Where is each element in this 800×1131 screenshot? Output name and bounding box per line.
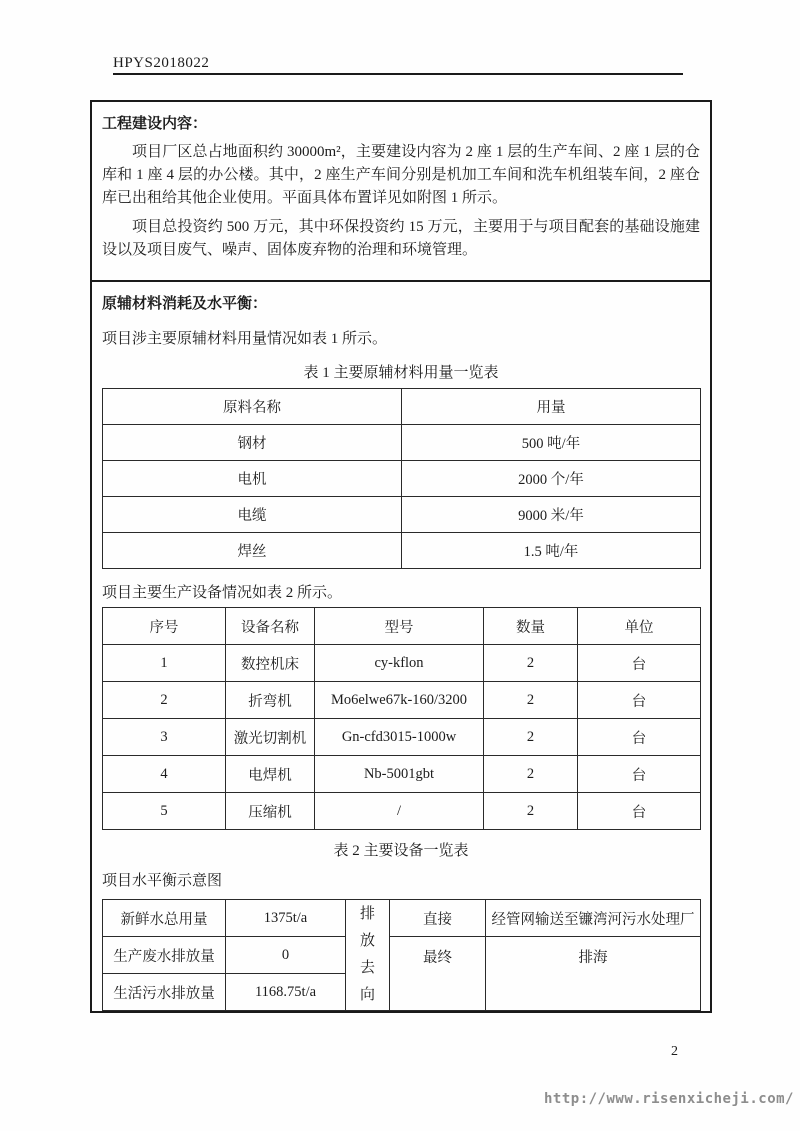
table-cell: 4 [103,756,226,793]
construction-paragraph-1: 项目厂区总占地面积约 30000m²，主要建设内容为 2 座 1 层的生产车间、2 座 1 层的仓库和 1 座 4 层的办公楼。其中，2 座生产车间分别是机加工车间和洗车机组装车间，2 座仓库已出租给其他企业使用。平面具体布置详见如附图 1 所示。 [102,144,700,206]
table-cell: 2 [484,719,578,756]
table-row [103,793,701,830]
doc-number: HPYS2018022 [113,55,210,71]
table-cell: 经管网输送至镰湾河污水处理厂 [486,900,701,937]
table2-caption: 表 2 主要设备一览表 [333,843,469,859]
table-cell: 激光切割机 [226,719,315,756]
table-cell: 台 [578,682,701,719]
table-header-cell: 用量 [402,389,701,425]
table-cell: 2 [103,682,226,719]
table-cell: 2 [484,645,578,682]
table-cell: 最终 [390,937,486,1011]
section-construction-heading: 工程建设内容： [102,116,208,132]
construction-paragraph-2: 项目总投资约 500 万元，其中环保投资约 15 万元，主要用于与项目配套的基础设施建设以及项目废气、噪声、固体废弃物的治理和环境管理。 [102,219,700,258]
table-cell: 1168.75t/a [226,974,346,1011]
table-cell: 钢材 [103,425,402,461]
header-rule [113,73,683,75]
table-cell: 生产废水排放量 [103,937,226,974]
table-cell: 台 [578,645,701,682]
table-cell: 2000 个/年 [402,461,701,497]
table-cell: 折弯机 [226,682,315,719]
table-header-cell: 序号 [103,608,226,645]
table-header-cell: 设备名称 [226,608,315,645]
table-cell: 数控机床 [226,645,315,682]
table-cell: 电机 [103,461,402,497]
table-cell: 5 [103,793,226,830]
discharge-direction-cell [346,900,390,1011]
table-cell: 生活污水排放量 [103,974,226,1011]
table-row [103,533,701,569]
table-cell: 台 [578,793,701,830]
table-row [103,682,701,719]
table-header-cell: 数量 [484,608,578,645]
table-row [103,608,701,645]
table-header-cell: 单位 [578,608,701,645]
table-cell: 0 [226,937,346,974]
table-row [103,719,701,756]
table-row [103,937,701,974]
table-cell: 台 [578,756,701,793]
equipment-table [102,607,701,830]
table1-caption: 表 1 主要原辅材料用量一览表 [303,365,499,381]
table-cell: 新鲜水总用量 [103,900,226,937]
discharge-direction-label: 排放去向 [359,906,375,1003]
materials-table [102,388,701,569]
table-cell: Nb-5001gbt [315,756,484,793]
watermark-url: http://www.risenxicheji.com/ [543,1091,794,1107]
table-cell: 1 [103,645,226,682]
table-cell: / [315,793,484,830]
table-cell: 500 吨/年 [402,425,701,461]
table-cell: 直接 [390,900,486,937]
table-row [103,900,701,937]
table-header-cell: 型号 [315,608,484,645]
table-cell: 1.5 吨/年 [402,533,701,569]
table-row [103,461,701,497]
table-cell: 3 [103,719,226,756]
water-balance-table [102,899,701,1011]
table-cell: 9000 米/年 [402,497,701,533]
content-box [90,100,712,1013]
table2-intro: 项目主要生产设备情况如表 2 所示。 [102,585,343,601]
table-cell: cy-kflon [315,645,484,682]
section-materials-heading: 原辅材料消耗及水平衡： [102,296,268,312]
table-cell: 压缩机 [226,793,315,830]
table-cell: 电缆 [103,497,402,533]
water-balance-intro: 项目水平衡示意图 [102,873,223,889]
table-cell: 2 [484,682,578,719]
section-materials [92,280,710,1011]
table-header-cell: 原料名称 [103,389,402,425]
table-cell: 台 [578,719,701,756]
table-row [103,756,701,793]
table-cell: 2 [484,756,578,793]
table-cell: Gn-cfd3015-1000w [315,719,484,756]
table-cell: Mo6elwe67k-160/3200 [315,682,484,719]
table-row [103,645,701,682]
table-cell: 2 [484,793,578,830]
table1-intro: 项目涉主要原辅材料用量情况如表 1 所示。 [102,331,388,347]
table-row [103,497,701,533]
page-number: 2 [671,1044,678,1059]
table-cell: 1375t/a [226,900,346,937]
table-row [103,389,701,425]
section-construction [92,102,710,280]
table-row [103,425,701,461]
table-cell: 电焊机 [226,756,315,793]
table-cell: 焊丝 [103,533,402,569]
table-cell: 排海 [486,937,701,1011]
